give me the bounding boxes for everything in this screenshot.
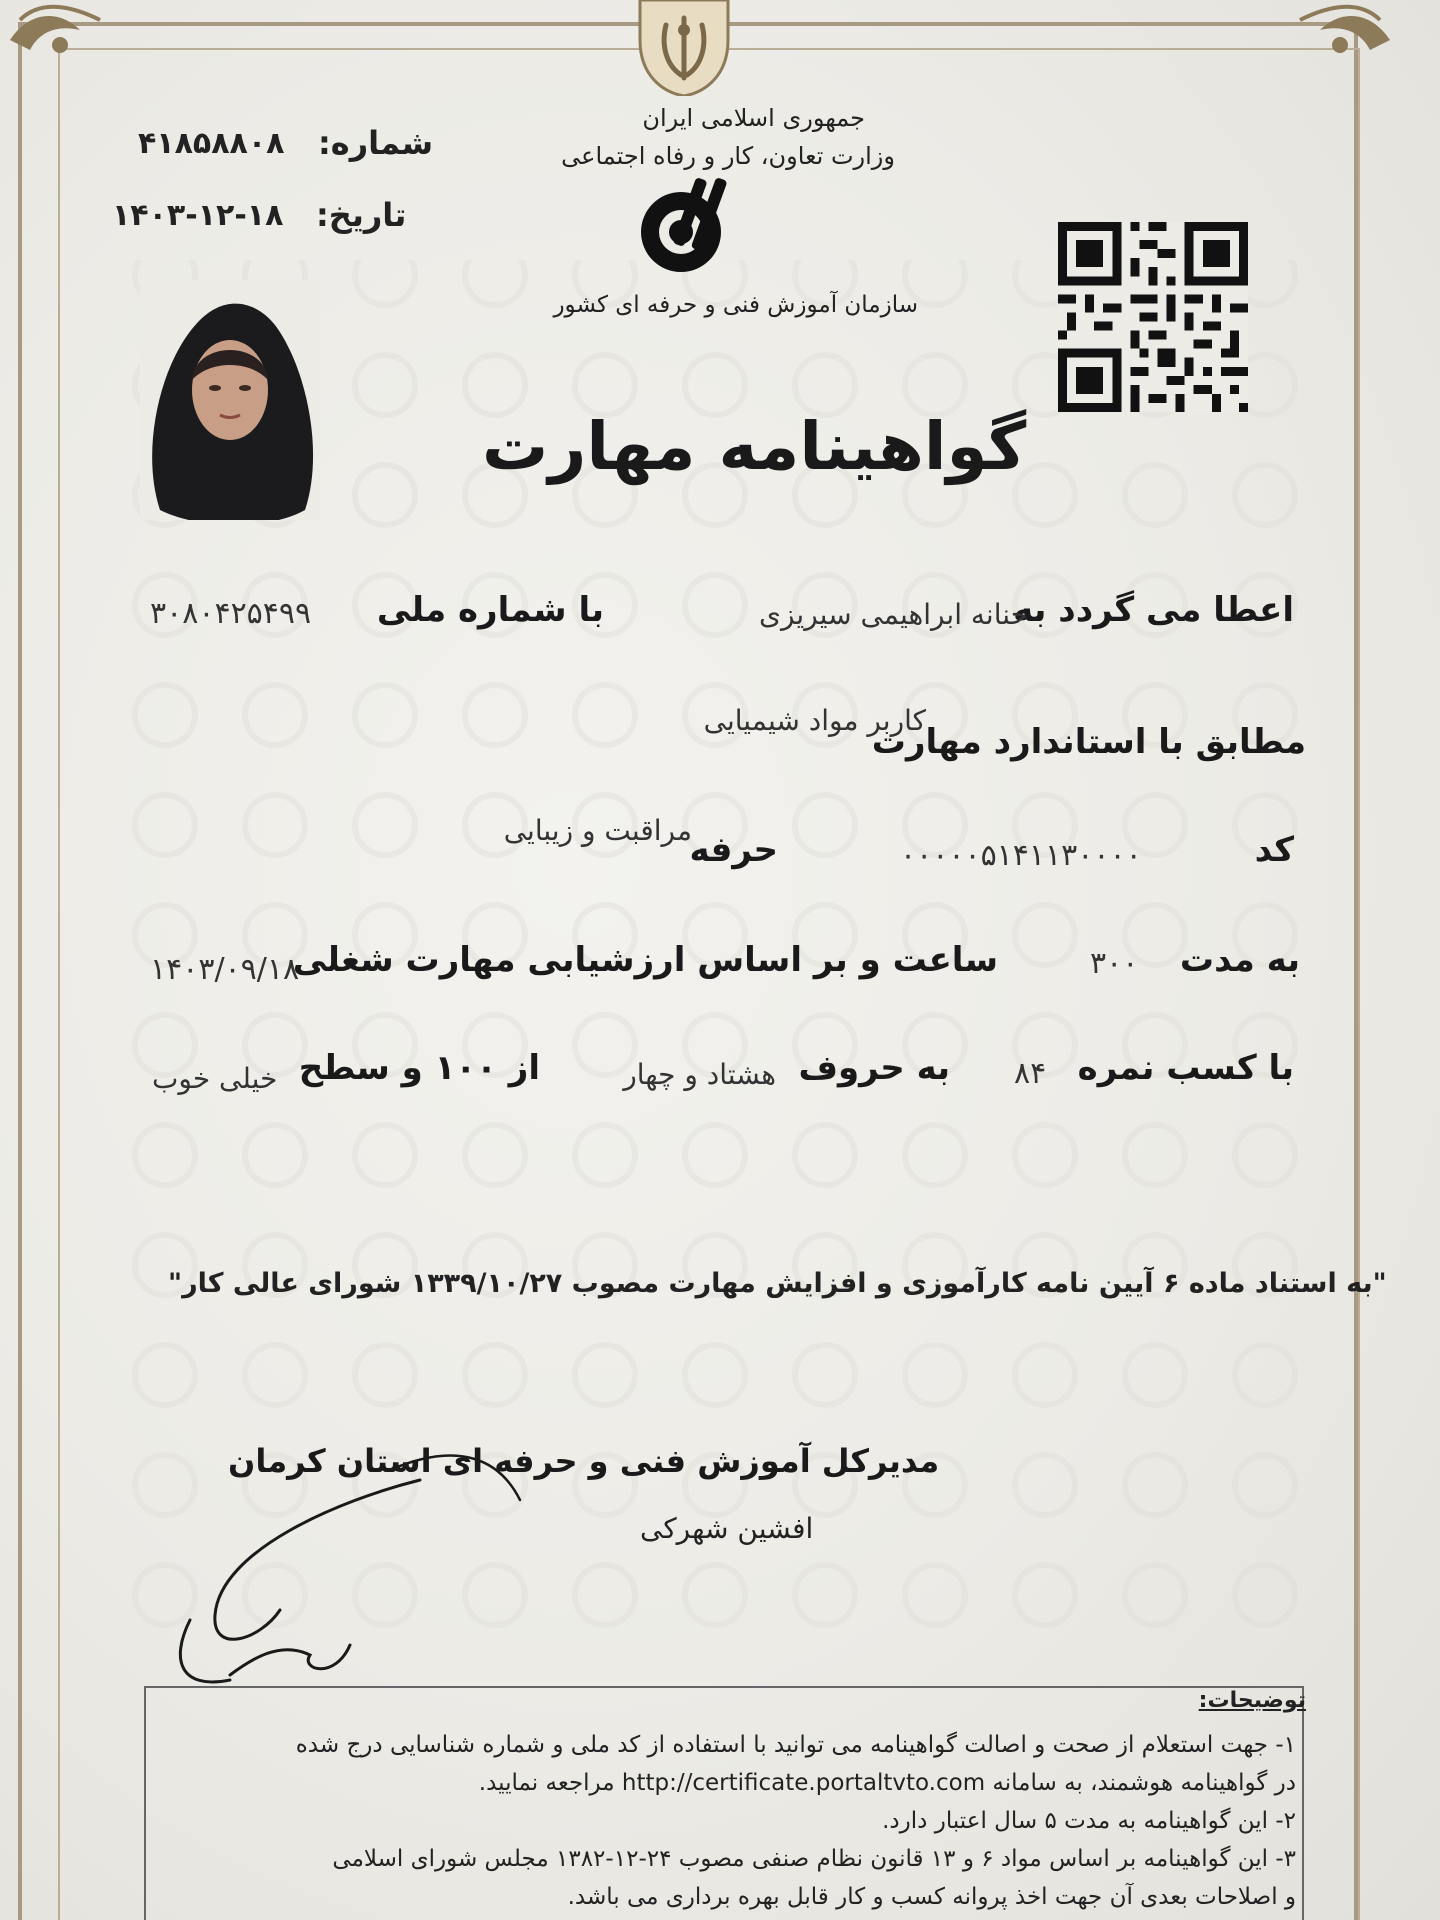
- national-emblem-icon: [636, 0, 732, 96]
- code-value: ۰۰۰۰۰۵۱۴۱۱۳۰۰۰۰: [900, 838, 1142, 873]
- qr-code-icon: [1058, 222, 1248, 412]
- certificate-number: ۴۱۸۵۸۸۰۸: [138, 126, 285, 161]
- date-label: تاریخ:: [316, 196, 407, 234]
- duration-value: ۳۰۰: [1090, 946, 1139, 981]
- note-3-continued: و اصلاحات بعدی آن جهت اخذ پروانه کسب و کار قابل بهره برداری می باشد.: [567, 1884, 1296, 1910]
- signatory-name: افشین شهرکی: [640, 1512, 814, 1545]
- evaluation-date: ۱۴۰۳/۰۹/۱۸: [150, 952, 300, 987]
- note-1-continued: در گواهینامه هوشمند، به سامانه http://certificate.portaltvto.com مراجعه نمایید.: [478, 1770, 1296, 1796]
- duration-label: به مدت: [1179, 940, 1300, 980]
- regulation-text: "به استناد ماده ۶ آیین نامه کارآموزی و افزایش مهارت مصوب ۱۳۳۹/۱۰/۲۷ شورای عالی کار": [168, 1268, 1387, 1299]
- certificate-title: گواهینامه مهارت: [482, 408, 1027, 485]
- tvto-logo-icon: [636, 172, 736, 282]
- signatory-title: مدیرکل آموزش فنی و حرفه ای استان کرمان: [228, 1442, 940, 1480]
- country-name: جمهوری اسلامی ایران: [642, 104, 865, 132]
- note-3: ۳- این گواهینامه بر اساس مواد ۶ و ۱۳ قانون نظام صنفی مصوب ۲۴-۱۲-۱۳۸۲ مجلس شورای اسلامی: [332, 1846, 1296, 1872]
- holder-name: حنانه ابراهیمی سیریزی: [759, 598, 1028, 631]
- note-1: ۱- جهت استعلام از صحت و اصالت گواهینامه می توانید با استفاده از کد ملی و شماره شناسایی درج شده: [295, 1732, 1296, 1758]
- trade-name: مراقبت و زیبایی: [503, 814, 692, 847]
- score-value: ۸۴: [1014, 1056, 1047, 1091]
- out-of-label: از ۱۰۰ و سطح: [298, 1048, 540, 1088]
- trade-label: حرفه: [689, 830, 778, 870]
- holder-photo: [140, 280, 320, 520]
- notes-title: توضیحات:: [1198, 1688, 1306, 1713]
- issue-date: ۱۴۰۳-۱۲-۱۸: [112, 198, 284, 233]
- note-2: ۲- این گواهینامه به مدت ۵ سال اعتبار دارد.: [882, 1808, 1296, 1834]
- level-value: خیلی خوب: [152, 1062, 278, 1095]
- score-label: با کسب نمره: [1077, 1048, 1294, 1088]
- national-id-value: ۳۰۸۰۴۲۵۴۹۹: [150, 596, 312, 631]
- corner-ornament-icon: [1280, 0, 1400, 80]
- code-label: کد: [1254, 830, 1294, 870]
- organization-name: سازمان آموزش فنی و حرفه ای کشور: [553, 292, 918, 318]
- duration-text: ساعت و بر اساس ارزشیابی مهارت شغلی: [292, 940, 998, 980]
- ministry-name: وزارت تعاون، کار و رفاه اجتماعی: [561, 142, 895, 170]
- granted-to-label: اعطا می گردد به: [1013, 590, 1294, 630]
- corner-ornament-icon: [0, 0, 120, 80]
- score-words: هشتاد و چهار: [623, 1058, 776, 1091]
- standard-label: مطابق با استاندارد مهارت: [871, 722, 1306, 762]
- national-id-label: با شماره ملی: [376, 590, 604, 630]
- standard-name: کاربر مواد شیمیایی: [703, 704, 926, 737]
- number-label: شماره:: [318, 124, 434, 162]
- score-words-label: به حروف: [798, 1048, 950, 1088]
